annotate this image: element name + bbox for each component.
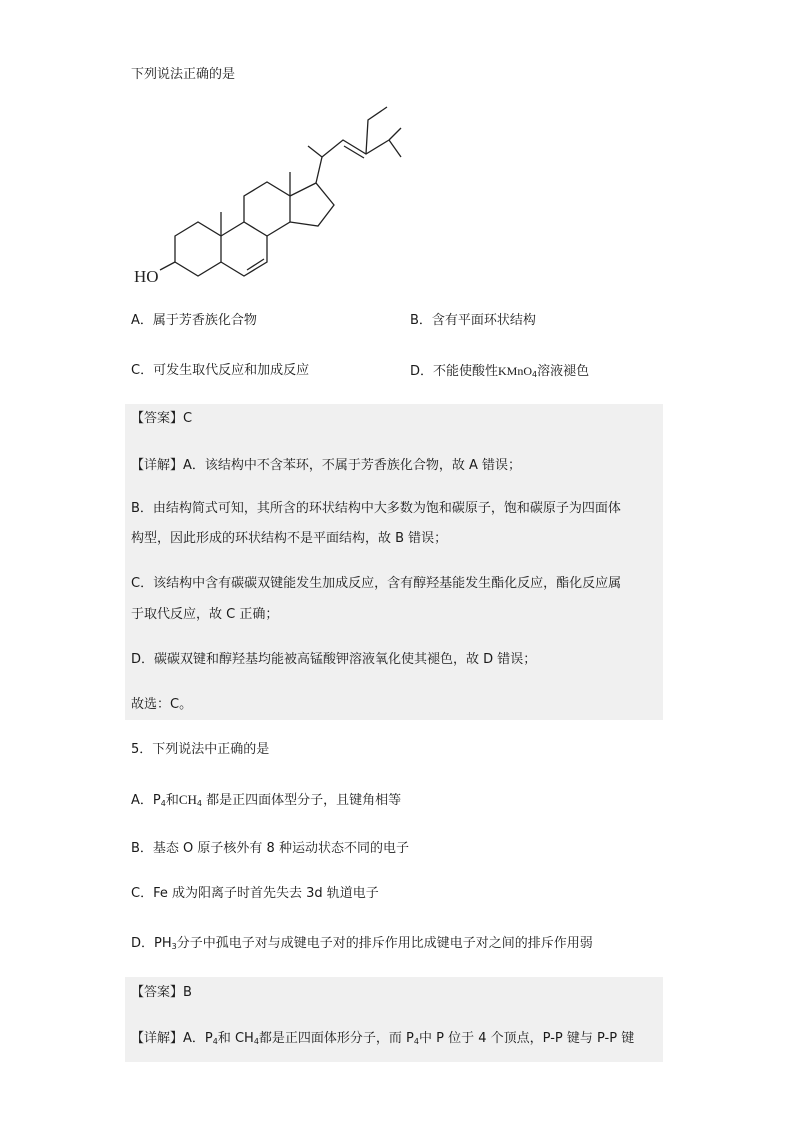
ho-label: HO [134, 267, 159, 286]
option-a: A．属于芳香族化合物 [131, 313, 257, 328]
option-c: C．可发生取代反应和加成反应 [131, 363, 310, 378]
q5-option-b: B．基态 O 原子核外有 8 种运动状态不同的电子 [131, 841, 409, 856]
detail-q4-line4: C．该结构中含有碳碳双键能发生加成反应，含有醇羟基能发生酯化反应，酯化反应属 [131, 576, 622, 591]
detail-q4-line1: 【详解】A．该结构中不含苯环，不属于芳香族化合物，故 A 错误； [131, 458, 522, 473]
q5-option-d: D．$PH_3$分子中孤电子对与成键电子对的排斥作用比成键电子对之间的排斥作用弱 [131, 936, 593, 951]
detail-q4-line7: 故选：C。 [131, 697, 193, 712]
answer-panel-q5 [125, 977, 663, 1062]
q4-stem: 下列说法正确的是 [131, 67, 236, 82]
kmno4-formula: KMnO [498, 364, 533, 378]
molecule-structure [125, 100, 425, 290]
detail-q4-line3: 构型，因此形成的环状结构不是平面结构，故 B 错误； [131, 531, 448, 546]
q5-stem: 5．下列说法中正确的是 [131, 742, 270, 757]
answer-q5: 【答案】B [131, 985, 192, 1000]
answer-panel-q4 [125, 404, 663, 720]
detail-q4-line5: 于取代反应，故 C 正确； [131, 607, 279, 622]
q5-option-c: C．Fe 成为阳离子时首先失去 3d 轨道电子 [131, 886, 379, 901]
option-b: B．含有平面环状结构 [410, 313, 536, 328]
answer-q4: 【答案】C [131, 411, 193, 426]
detail-q4-line6: D．碳碳双键和醇羟基均能被高锰酸钾溶液氧化使其褪色，故 D 错误； [131, 652, 537, 667]
detail-q4-line2: B．由结构简式可知，其所含的环状结构中大多数为饱和碳原子，饱和碳原子为四面体 [131, 501, 621, 516]
detail-q5-line1: 【详解】A．$P_4$和 $CH_4$都是正四面体形分子，而 $P_4$中 P 位于 4 个顶点，P-P 键与 P-P 键 [131, 1031, 635, 1046]
option-d: D．不能使酸性KMnO$_4$溶液褪色 [410, 364, 590, 379]
q5-option-a: A．$P_4$和$CH_4$ 都是正四面体型分子，且键角相等 [131, 792, 402, 808]
